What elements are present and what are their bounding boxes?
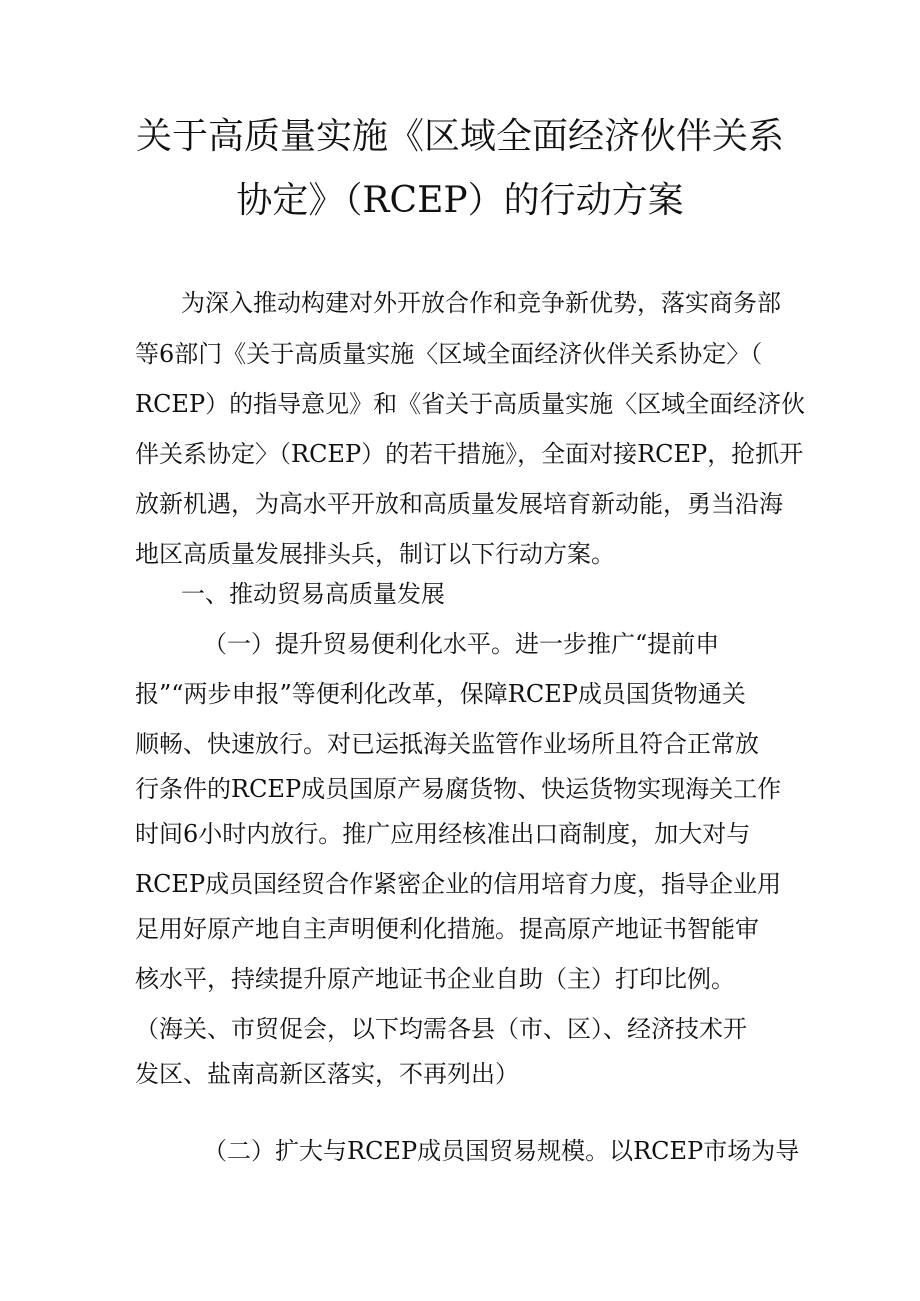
document-title-line-2: 协定》（RCEP）的行动方案 bbox=[236, 180, 684, 221]
intro-line-6: 地区高质量发展排头兵，制订以下行动方案。 bbox=[135, 540, 615, 568]
intro-line-1: 为深入推动构建对外开放合作和竞争新优势，落实商务部 bbox=[181, 289, 781, 317]
item-1-line-7: 足用好原产地自主声明便利化措施。提高原产地证书智能审 bbox=[135, 915, 759, 943]
section-heading-1: 一、推动贸易高质量发展 bbox=[181, 580, 445, 608]
intro-line-2: 等6部门《关于高质量实施〈区域全面经济伙伴关系协定〉（ bbox=[135, 340, 763, 368]
intro-line-5: 放新机遇，为高水平开放和高质量发展培育新动能，勇当沿海 bbox=[135, 490, 783, 518]
item-1-line-9: （海关、市贸促会，以下均需各县（市、区）、经济技术开 bbox=[135, 1015, 747, 1043]
item-1-line-5: 时间6小时内放行。推广应用经核准出口商制度，加大对与 bbox=[135, 820, 751, 848]
item-1-line-6: RCEP成员国经贸合作紧密企业的信用培育力度，指导企业用 bbox=[135, 870, 782, 898]
item-1-line-1: （一）提升贸易便利化水平。进一步推广“提前申 bbox=[203, 630, 720, 658]
item-1-line-3: 顺畅、快速放行。对已运抵海关监管作业场所且符合正常放 bbox=[135, 730, 759, 758]
item-1-line-2: 报”“两步申报”等便利化改革，保障RCEP成员国货物通关 bbox=[135, 680, 746, 708]
intro-line-3: RCEP）的指导意见》和《省关于高质量实施〈区域全面经济伙 bbox=[135, 390, 806, 418]
item-1-line-8: 核水平，持续提升原产地证书企业自助（主）打印比例。 bbox=[135, 965, 735, 993]
item-1-line-10: 发区、盐南高新区落实，不再列出） bbox=[135, 1060, 519, 1088]
document-title-line-1: 关于高质量实施《区域全面经济伙伴关系 bbox=[135, 116, 784, 157]
item-1-line-4: 行条件的RCEP成员国原产易腐货物、快运货物实现海关工作 bbox=[135, 775, 782, 803]
intro-line-4: 伴关系协定〉（RCEP）的若干措施》，全面对接RCEP，抢抓开 bbox=[135, 440, 804, 468]
item-2-line-1: （二）扩大与RCEP成员国贸易规模。以RCEP市场为导 bbox=[203, 1137, 800, 1165]
